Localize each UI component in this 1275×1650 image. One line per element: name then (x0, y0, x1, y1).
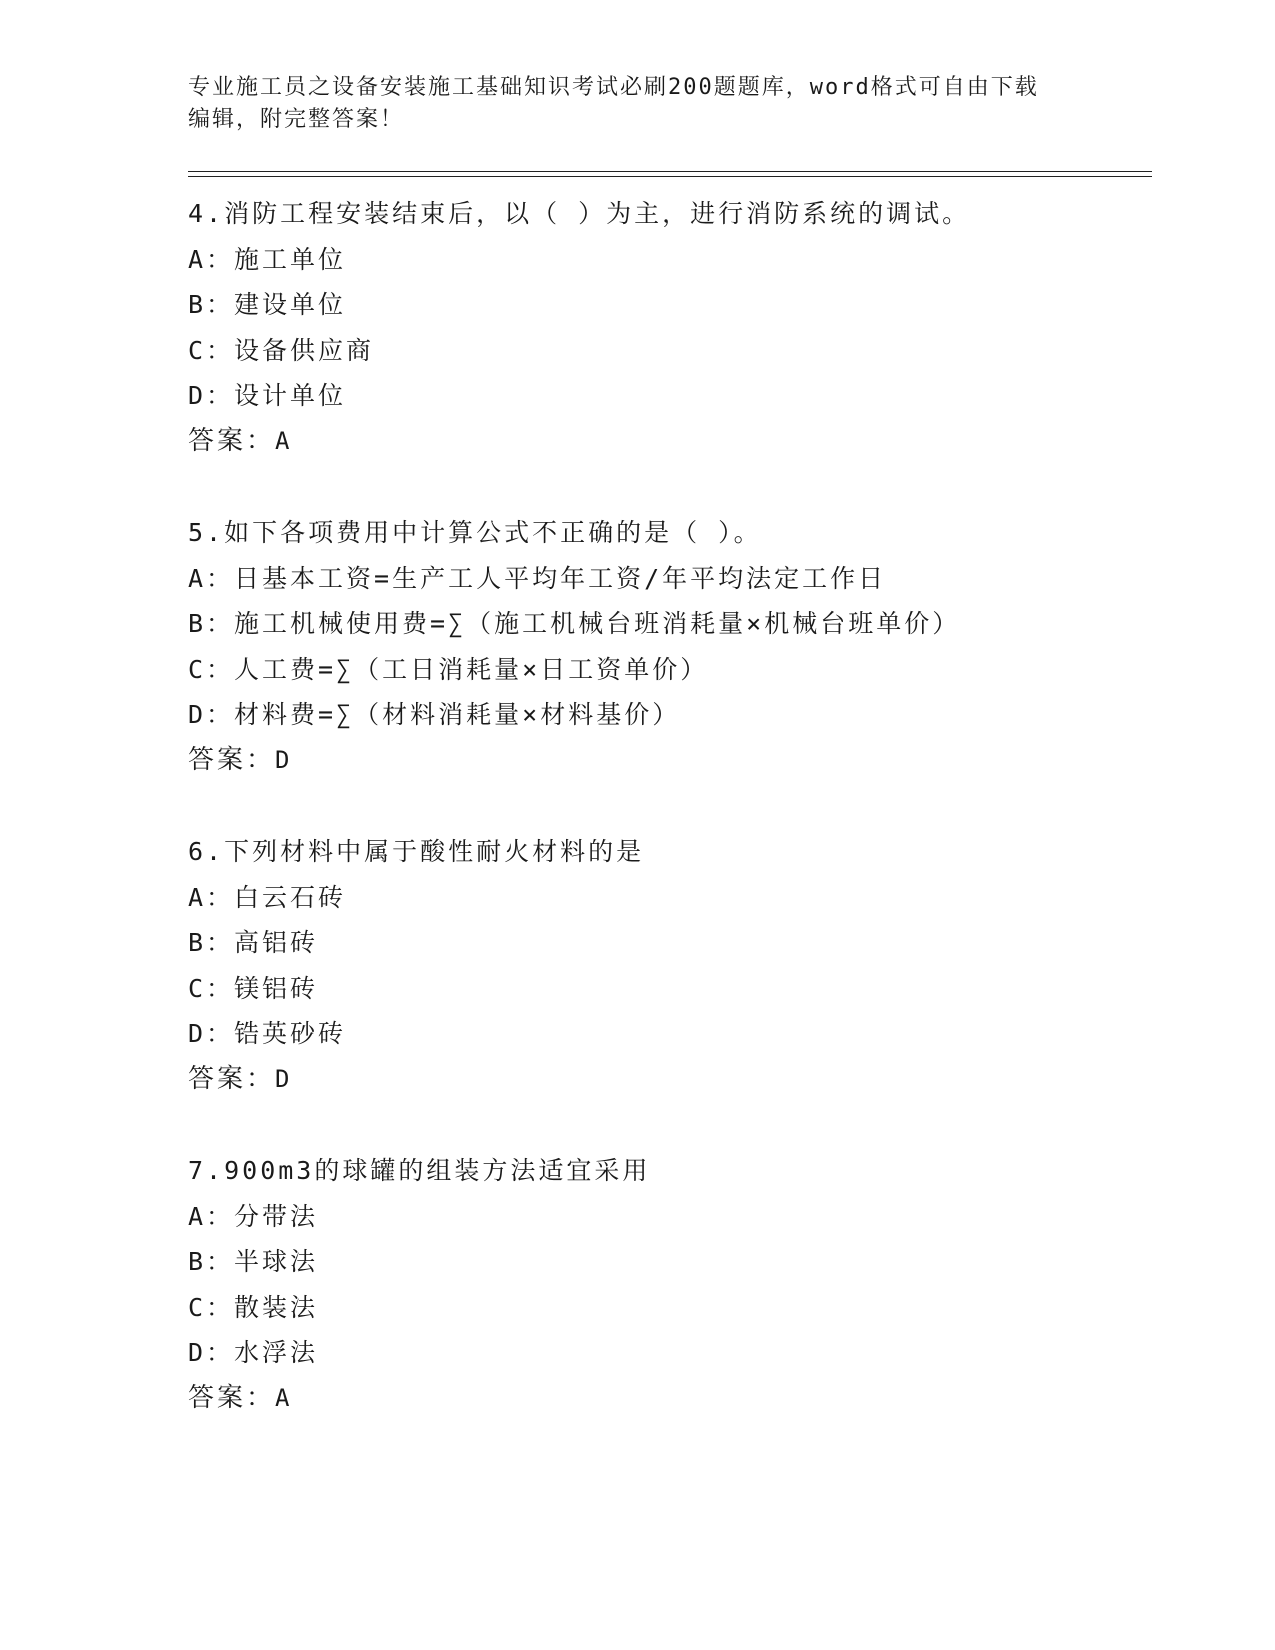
question-7 (188, 1148, 1188, 1421)
option-a: A：日基本工资=生产工人平均年工资/年平均法定工作日 (188, 563, 887, 593)
question-5 (188, 510, 1188, 783)
option-a: A：分带法 (188, 1201, 319, 1231)
option-c: C：散装法 (188, 1292, 319, 1322)
document-header (188, 72, 1088, 136)
option-b: B：半球法 (188, 1247, 319, 1276)
answer-label: 答案： (188, 744, 276, 775)
answer-line (188, 1376, 1188, 1422)
header-divider-bottom (188, 176, 1152, 177)
question-stem: 6.下列材料中属于酸性耐火材料的是 (188, 837, 645, 866)
answer-label: 答案： (188, 425, 276, 456)
header-line-1: 专业施工员之设备安装施工基础知识考试必刷200题题库，word格式可自由下载 (188, 75, 1039, 100)
answer-line (188, 1057, 1188, 1103)
option-d: D：设计单位 (188, 381, 347, 410)
option-c: C：人工费=∑（工日消耗量×日工资单价） (188, 654, 709, 684)
option-a: A：白云石砖 (188, 882, 347, 912)
option-a: A：施工单位 (188, 244, 347, 274)
answer-label: 答案： (188, 1382, 276, 1413)
header-divider-top (188, 171, 1152, 172)
answer-label: 答案： (188, 1063, 276, 1094)
question-stem: 7.900m3的球罐的组装方法适宜采用 (188, 1156, 651, 1185)
answer-value: A (275, 426, 292, 455)
question-stem: 4.消防工程安装结束后，以（ ）为主，进行消防系统的调试。 (188, 199, 971, 228)
option-b: B：施工机械使用费=∑（施工机械台班消耗量×机械台班单价） (188, 609, 961, 638)
option-b: B：建设单位 (188, 290, 347, 319)
answer-value: A (275, 1383, 292, 1412)
answer-line (188, 419, 1188, 465)
option-d: D：材料费=∑（材料消耗量×材料基价） (188, 700, 681, 729)
answer-line (188, 738, 1188, 784)
question-list (188, 191, 1188, 1467)
option-c: C：设备供应商 (188, 335, 375, 365)
option-c: C：镁铝砖 (188, 973, 319, 1003)
header-line-2: 编辑，附完整答案！ (188, 107, 405, 132)
question-6 (188, 829, 1188, 1102)
option-b: B：高铝砖 (188, 928, 319, 957)
option-d: D：锆英砂砖 (188, 1019, 347, 1048)
answer-value: D (275, 745, 292, 774)
option-d: D：水浮法 (188, 1338, 319, 1367)
question-stem: 5.如下各项费用中计算公式不正确的是（ ）。 (188, 518, 762, 547)
question-4 (188, 191, 1188, 464)
answer-value: D (275, 1064, 292, 1093)
